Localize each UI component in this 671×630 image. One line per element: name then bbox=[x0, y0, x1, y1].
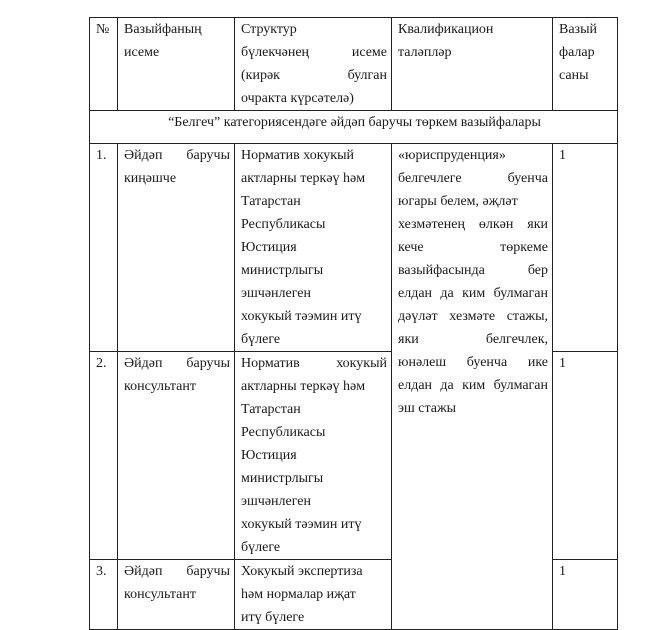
row-unit-line: Юстиция bbox=[241, 448, 297, 463]
qualification-requirements bbox=[392, 144, 553, 630]
qualification-line: кече төркеме bbox=[398, 240, 548, 255]
category-row bbox=[90, 111, 618, 144]
row-position-line: Әйдәп баручы bbox=[124, 564, 230, 579]
header-position-name-line: исеме bbox=[124, 45, 160, 60]
row-unit-line: хокукый тәэмин итү bbox=[241, 517, 362, 532]
header-structural-unit-line: бүлекчәнең исеме bbox=[241, 45, 387, 60]
qualification-line: яки белгечлек, bbox=[398, 332, 548, 347]
row-unit-line: хокукый тәэмин итү bbox=[241, 309, 362, 324]
row-unit-line: Татарстан bbox=[241, 402, 301, 417]
qualification-line: елдан да ким булмаган bbox=[398, 378, 548, 393]
row-position-line: консультант bbox=[124, 587, 196, 602]
row-position bbox=[118, 352, 235, 560]
row-unit-line: актларны теркәү һәм bbox=[241, 379, 366, 394]
row-unit-line: Норматив хокукый bbox=[241, 148, 355, 163]
row-position-line: консультант bbox=[124, 379, 196, 394]
header-structural-unit-line: Структур bbox=[241, 22, 297, 37]
row-unit-line: эшчәнлеген bbox=[241, 494, 311, 509]
row-unit-line: Республикасы bbox=[241, 425, 326, 440]
row-number: 1. bbox=[90, 144, 118, 352]
row-unit-line: Республикасы bbox=[241, 217, 326, 232]
row-unit-line: министрлыгы bbox=[241, 263, 324, 278]
table-row bbox=[90, 144, 618, 352]
row-unit-line: һәм нормалар иҗат bbox=[241, 587, 356, 602]
row-position bbox=[118, 560, 235, 630]
row-number: 3. bbox=[90, 560, 118, 630]
qualification-line: эш стажы bbox=[398, 401, 457, 416]
row-unit-line: актларны теркәү һәм bbox=[241, 171, 366, 186]
row-unit-line: министрлыгы bbox=[241, 471, 324, 486]
row-unit-line: Юстиция bbox=[241, 240, 297, 255]
qualification-line: дәүләт хезмәте стажы, bbox=[398, 309, 548, 324]
row-unit-line: бүлеге bbox=[241, 540, 281, 555]
row-position bbox=[118, 144, 235, 352]
qualification-line: юнәлеш буенча ике bbox=[398, 355, 548, 370]
row-position-line: Әйдәп баручы bbox=[124, 356, 230, 371]
header-number bbox=[90, 18, 118, 111]
header-position-name bbox=[118, 18, 235, 111]
header-count-line: фалар bbox=[559, 45, 595, 60]
header-structural-unit-line: очракта күрсәтелә) bbox=[241, 91, 354, 106]
row-unit-line: эшчәнлеген bbox=[241, 286, 311, 301]
header-count bbox=[553, 18, 618, 111]
qualification-line: вазыйфасында бер bbox=[398, 263, 548, 278]
header-count-line: саны bbox=[559, 68, 589, 83]
row-unit-line: Норматив хокукый bbox=[241, 356, 387, 371]
row-unit-line: Татарстан bbox=[241, 194, 301, 209]
header-row bbox=[90, 18, 618, 111]
header-qualification-line: таләпләр bbox=[398, 45, 452, 60]
row-position-line: Әйдәп баручы bbox=[124, 148, 230, 163]
qualification-line: югары белем, әҗләт bbox=[398, 194, 518, 209]
row-unit-line: бүлеге bbox=[241, 332, 281, 347]
row-unit bbox=[235, 560, 392, 630]
row-unit bbox=[235, 144, 392, 352]
qualification-line: елдан да ким булмаган bbox=[398, 286, 548, 301]
header-position-name-line: Вазыйфаның bbox=[124, 22, 202, 37]
row-number: 2. bbox=[90, 352, 118, 560]
qualification-line: хезмәтенең өлкән яки bbox=[398, 217, 548, 232]
category-title: “Белгеч” категориясендәге әйдәп баручы төркем вазыйфалары bbox=[90, 111, 618, 144]
row-unit bbox=[235, 352, 392, 560]
row-count: 1 bbox=[553, 144, 618, 352]
header-structural-unit-line: (кирәк булган bbox=[241, 68, 387, 83]
header-structural-unit bbox=[235, 18, 392, 111]
row-count: 1 bbox=[553, 352, 618, 560]
row-count: 1 bbox=[553, 560, 618, 630]
header-count-line: Вазый bbox=[559, 22, 597, 37]
positions-table bbox=[89, 17, 618, 630]
header-number-text: № bbox=[96, 22, 110, 37]
row-position-line: киңәшче bbox=[124, 171, 177, 186]
qualification-line: белгечлеге буенча bbox=[398, 171, 548, 186]
qualification-line: «юриспруденция» bbox=[398, 148, 506, 163]
header-qualification bbox=[392, 18, 553, 111]
row-unit-line: итү бүлеге bbox=[241, 610, 305, 625]
header-qualification-line: Квалификацион bbox=[398, 22, 494, 37]
row-unit-line: Хокукый экспертиза bbox=[241, 564, 363, 579]
